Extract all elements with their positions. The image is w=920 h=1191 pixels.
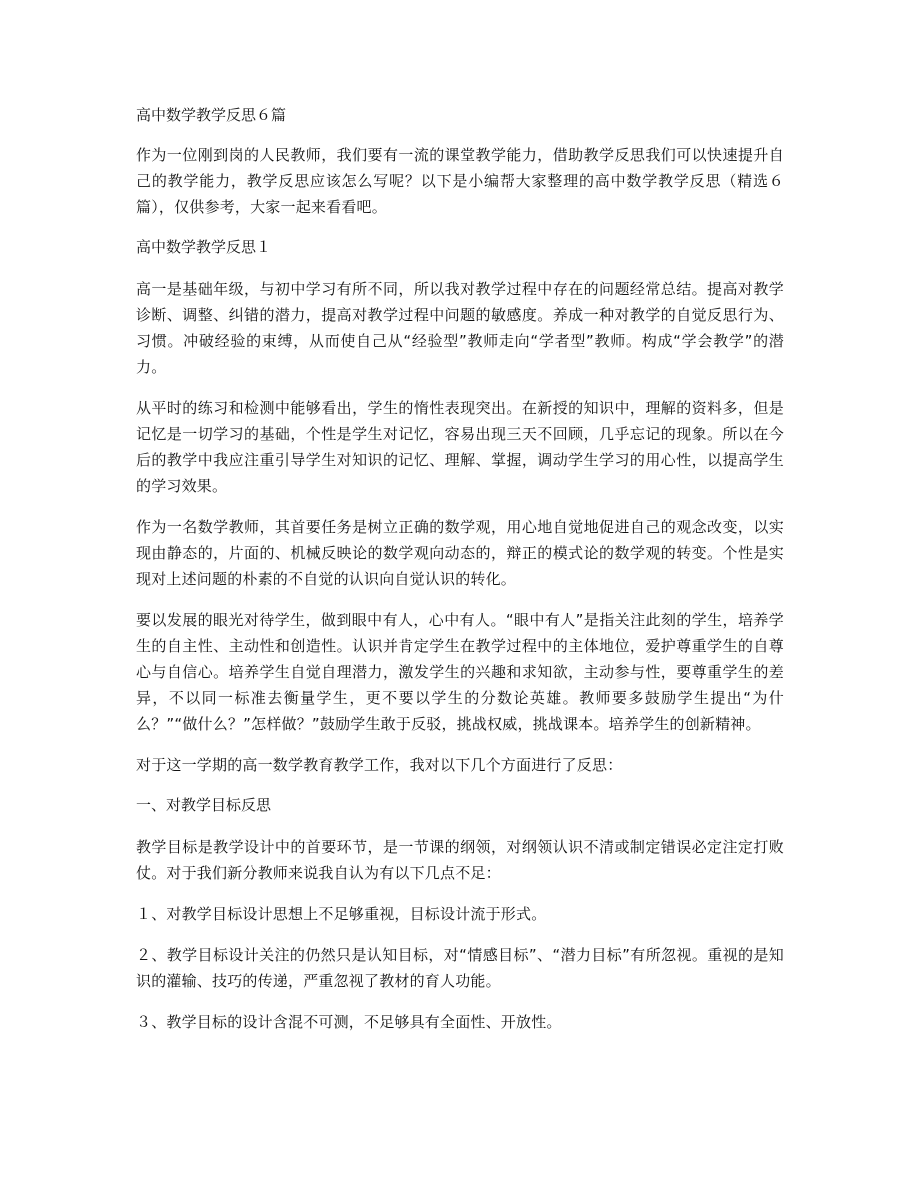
document-title: 高中数学教学反思６篇 (136, 106, 287, 124)
list-item: ３、教学目标的设计含混不可测，不足够具有全面性、开放性。 (136, 1013, 562, 1031)
body-paragraph: 教学目标是教学设计中的首要环节，是一节课的纲领，对纲领认识不清或制定错误必定注定打败仗。对于我们新分教师来说我自认为有以下几点不足： (136, 838, 784, 882)
subheading: 一、对教学目标反思 (136, 796, 272, 814)
body-paragraph: 高一是基础年级，与初中学习有所不同，所以我对教学过程中存在的问题经常总结。提高对教学诊断、调整、纠错的潜力，提高对教学过程中问题的敏感度。养成一种对教学的自觉反思行为、习惯。冲破经验的束缚，从而使自己从“经验型”教师走向“学者型”教师。构成“学会教学”的潜力。 (136, 280, 784, 376)
body-paragraph: 作为一名数学教师，其首要任务是树立正确的数学观，用心地自觉地促进自己的观念改变，以实现由静态的，片面的、机械反映论的数学观向动态的，辩正的模式论的数学观的转变。个性是实现对上述问题的朴素的不自觉的认识向自觉认识的转化。 (136, 518, 784, 588)
list-item: ２、教学目标设计关注的仍然只是认知目标，对“情感目标”、“潜力目标”有所忽视。重视的是知识的灌输、技巧的传递，严重忽视了教材的育人功能。 (136, 946, 784, 990)
body-paragraph: 从平时的练习和检测中能够看出，学生的惰性表现突出。在新授的知识中，理解的资料多，但是记忆是一切学习的基础，个性是学生对记忆，容易出现三天不回顾，几乎忘记的现象。所以在今后的教学中我应注重引导学生对知识的记忆、理解、掌握，调动学生学习的用心性，以提高学生的学习效果。 (136, 399, 784, 495)
document-page (136, 104, 784, 1050)
section-title: 高中数学教学反思１ (136, 238, 272, 256)
intro-paragraph: 作为一位刚到岗的人民教师，我们要有一流的课堂教学能力，借助教学反思我们可以快速提升自己的教学能力，教学反思应该怎么写呢？以下是小编帮大家整理的高中数学教学反思（精选６篇），仅供参考，大家一起来看看吧。 (136, 146, 784, 216)
body-paragraph: 对于这一学期的高一数学教育教学工作，我对以下几个方面进行了反思： (136, 756, 623, 774)
body-paragraph: 要以发展的眼光对待学生，做到眼中有人，心中有人。“眼中有人”是指关注此刻的学生，培养学生的自主性、主动性和创造性。认识并肯定学生在教学过程中的主体地位，爱护尊重学生的自尊心与自信心。培养学生自觉自理潜力，激发学生的兴趣和求知欲，主动参与性，要尊重学生的差异，不以同一标准去衡量学生，更不要以学生的分数论英雄。教师要多鼓励学生提出“为什么？”“做什么？”怎样做？”鼓励学生敢于反驳，挑战权威，挑战课本。培养学生的创新精神。 (136, 611, 784, 733)
list-item: １、对教学目标设计思想上不足够重视，目标设计流于形式。 (136, 905, 547, 923)
